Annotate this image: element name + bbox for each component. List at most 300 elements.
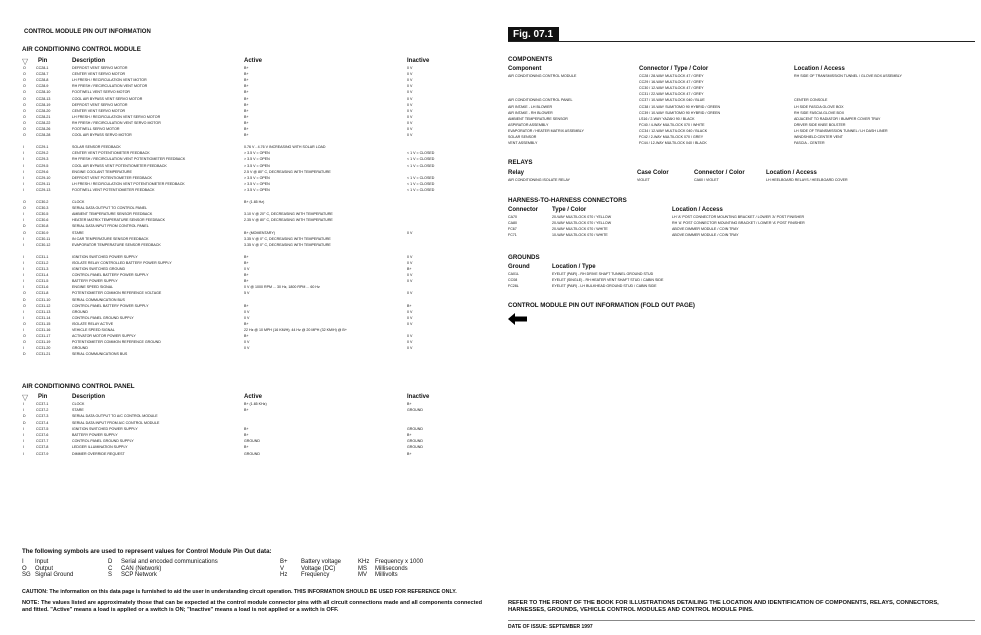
active-value: B+ [244, 84, 249, 89]
pin-description: GROUND [72, 309, 88, 314]
components-header [508, 66, 975, 75]
note-text: NOTE: The values listed are approximately those that can be expected at the control module connector pins with all circuit connections made and all components connected and fitted. "Active" means a load is applied or a switch is ON; "Inactive" means a load is not applied or a switch is OFF. [22, 600, 483, 613]
io-type: O [23, 206, 26, 211]
ground-id: CC08 [508, 278, 518, 283]
pin-description: IN CAR TEMPERATURE SENSOR FEEDBACK [72, 236, 149, 241]
grounds-table [508, 273, 975, 295]
io-type: O [23, 334, 26, 339]
pin-description: HEATER MATRIX TEMPERATURE SENSOR FEEDBACK [72, 218, 165, 223]
location-type: EYELET (PAIR) - RH DRIVE SHAFT TUNNEL GROUND STUD [552, 272, 654, 276]
active-value: B+ [244, 254, 249, 259]
connector-type: 20-WAY MULTILOCK 070 / WHITE [552, 227, 608, 232]
pin-description: DIMMER OVERRIDE REQUEST [72, 451, 125, 456]
grounds-title: GROUNDS [508, 254, 540, 261]
io-type: I [23, 439, 24, 444]
pin-description: LEDGER ILLUMINATION SUPPLY [72, 445, 128, 450]
io-type: I [23, 433, 24, 437]
pin-id: CC28-8 [36, 78, 49, 83]
pin-description: SOLAR SENSOR FEEDBACK [72, 145, 121, 150]
active-value: B+ [244, 408, 249, 413]
relays-header [508, 170, 975, 179]
legend-symbol: S [108, 572, 113, 578]
location-access: DRIVER SIDE KNEE BOLSTER [794, 122, 846, 127]
io-type: O [23, 340, 26, 345]
io-type: I [23, 346, 24, 351]
inactive-value: 0 V [407, 133, 413, 138]
io-type: I [23, 408, 24, 413]
pin-id: CC31-8 [36, 291, 49, 296]
io-type: D [23, 420, 26, 425]
pin-description: COOL AIR BYPASS SERVO MOTOR [72, 133, 132, 138]
io-type: I [23, 187, 24, 192]
pin-description: COOL AIR BYPASS VENT POTENTIOMETER FEEDBACK [72, 163, 167, 168]
pin-description: LH FRESH / RECIRCULATION VENT SERVO MOTOR [72, 114, 161, 119]
inactive-value: B+ [407, 303, 412, 308]
inactive-value: 0 V [407, 315, 413, 320]
component-name: ASPIRATOR ASSEMBLY [508, 122, 549, 127]
active-value: B+ [244, 303, 249, 308]
io-type: O [23, 66, 26, 70]
legend-meaning: CAN (Network) [121, 565, 162, 572]
pin-id: CC31-21 [36, 352, 51, 357]
ground-id: FC28L [508, 284, 519, 289]
pin-description: CONTROL PANEL BATTERY POWER SUPPLY [72, 303, 149, 308]
io-type: I [23, 426, 24, 431]
arrow-left-icon [508, 312, 528, 324]
pin-id: CC29-6 [36, 169, 49, 174]
pin-id: CC30-9 [36, 230, 49, 235]
table-row [22, 341, 492, 347]
table-row [508, 93, 975, 99]
pin-id: CC28-21 [36, 114, 51, 119]
active-value: B+ [244, 133, 249, 138]
pin-id: CC37-1 [36, 402, 49, 406]
active-value: > 3.5 V = OPEN [244, 151, 270, 156]
inactive-value: B+ [407, 433, 412, 437]
table-row [508, 87, 975, 93]
connector-id: CA70 [508, 215, 517, 219]
legend-symbol: SG [22, 572, 31, 578]
inactive-value: < 1 V = CLOSED [407, 187, 435, 192]
table-row [22, 305, 492, 311]
active-value: 3.35 V @ 0° C, DECREASING WITH TEMPERATURE [244, 242, 331, 247]
grounds-col-location: Location / Type [552, 264, 596, 270]
connector-type: CC34 / 12-WAY MULTILOCK 040 / BLACK [639, 128, 708, 133]
relays-col-case: Case Color [637, 170, 669, 176]
acm-section-title: AIR CONDITIONING CONTROL MODULE [22, 46, 141, 53]
legend-meaning: Battery voltage [301, 559, 342, 565]
io-type: I [23, 315, 24, 320]
active-value: B+ [244, 445, 249, 450]
pin-id: CC31-2 [36, 260, 49, 265]
active-value: 5 V [244, 291, 250, 296]
io-type: O [23, 291, 26, 296]
pin-description: EVAPORATOR TEMPERATURE SENSOR FEEDBACK [72, 242, 161, 247]
io-type: I [23, 181, 24, 186]
active-value: 0 V [244, 346, 250, 351]
pin-id: CC31-6 [36, 285, 49, 290]
connector-type: FC42 / 2-WAY MULTILOCK 070 / GREY [639, 135, 704, 139]
date-of-issue: DATE OF ISSUE: SEPTEMBER 1997 [508, 624, 593, 630]
connector-type: CC31 / 22-WAY MULTILOCK 47 / GREY [639, 92, 704, 97]
io-type: I [23, 285, 24, 290]
inactive-value: 0 V [407, 102, 413, 107]
relay-name: AIR CONDITIONING ISOLATE RELAY [508, 178, 570, 182]
pin-id: CC29-2 [36, 151, 49, 156]
inactive-value: < 1 V = CLOSED [407, 163, 435, 168]
inactive-value: B+ [407, 402, 412, 406]
active-value: 0 V [244, 340, 250, 345]
active-value: B+ [244, 433, 249, 437]
active-value: 0 V @ 1000 RPM ... 30 Hz, 1800 RPM ... 60 Hz [244, 285, 320, 290]
pin-id: CC28-10 [36, 90, 51, 95]
pin-id: CC28-19 [36, 102, 51, 107]
io-type: O [23, 102, 26, 107]
active-value: 0.76 V - 4.76 V INCREASING WITH SOLAR LOAD [244, 145, 326, 150]
acm-pin-table [22, 67, 492, 377]
io-type: I [23, 445, 24, 450]
legend-symbol: MV [358, 572, 367, 578]
inactive-value: B+ [407, 267, 412, 271]
legend-symbol: Hz [280, 572, 288, 578]
pin-description: SERIAL COMMUNICATIONS BUS [72, 352, 128, 357]
active-value: B+ [244, 108, 249, 113]
io-type: I [23, 260, 24, 265]
legend-meaning: Voltage (DC) [301, 565, 336, 572]
active-value: > 3.5 V = OPEN [244, 175, 270, 180]
pin-id: CC29-11 [36, 181, 51, 186]
pin-description: ACTIVATOR MOTOR POWER SUPPLY [72, 334, 136, 339]
acp-col-active: Active [244, 394, 263, 400]
pin-id: CC30-12 [36, 242, 51, 247]
pin-id: CC30-5 [36, 212, 49, 217]
pin-id: CC37-3 [36, 414, 49, 419]
io-type: O [23, 200, 26, 204]
legend-symbol: MS [358, 565, 367, 572]
location-access: FASCIA - CENTER [794, 141, 825, 146]
relays-col-location: Location / Access [766, 170, 817, 176]
table-row [508, 99, 975, 105]
acp-pin-table [22, 403, 492, 463]
io-type: D [23, 297, 26, 302]
pin-description: BATTERY POWER SUPPLY [72, 433, 118, 437]
io-type: I [23, 151, 24, 156]
connector-type: CC39 / 10-WAY SUMITOMO 90 HYBRID / GREEN [639, 110, 721, 115]
table-row [508, 112, 975, 118]
pin-id: CC28-13 [36, 96, 51, 101]
pin-id: CC30-2 [36, 200, 49, 204]
pin-id: CC30-11 [36, 236, 51, 241]
location-access: ADJACENT TO RADIATOR / BUMPER COVER TRAY [794, 116, 881, 121]
relays-col-relay: Relay [508, 170, 525, 176]
table-row [22, 244, 492, 250]
inactive-value: 0 V [407, 340, 413, 345]
connector-id: FC67 [508, 227, 517, 232]
components-col-component: Component [508, 66, 542, 72]
io-type: O [23, 127, 26, 131]
legend-symbol: D [108, 559, 113, 565]
component-name: AIR CONDITIONING CONTROL PANEL [508, 98, 573, 103]
table-row [508, 142, 975, 148]
top-rule [508, 41, 975, 42]
pin-description: POTENTIOMETER COMMON REFERENCE VOLTAGE [72, 291, 162, 296]
pin-id: CC31-19 [36, 340, 51, 345]
pin-description: SERIAL DATA INPUT FROM A/C CONTROL MODULE [72, 420, 160, 425]
legend-meaning: Signal Ground [35, 572, 74, 578]
pin-direction-icon: ▽ [22, 57, 29, 66]
component-name: SOLAR SENSOR [508, 135, 537, 139]
active-value: B+ [244, 426, 249, 431]
inactive-value: 0 V [407, 254, 413, 259]
pin-id: CC31-4 [36, 273, 49, 278]
active-value: > 3.5 V = OPEN [244, 157, 270, 162]
connector-type: 20-WAY MULTILOCK 070 / YELLOW [552, 221, 612, 226]
pin-description: LH FRESH / RECIRCULATION VENT POTENTIOMETER FEEDBACK [72, 181, 185, 186]
connector-id: FC71 [508, 233, 517, 238]
location-type: EYELET (SINGLE) - RH HEATER VENT SHAFT STUD / CABIN SIDE [552, 278, 664, 283]
pin-id: CC37-8 [36, 445, 49, 450]
inactive-value: B+ [407, 451, 412, 456]
location-access: CENTER CONSOLE [794, 98, 828, 103]
active-value: B+ [244, 66, 249, 70]
pin-id: CC30-3 [36, 206, 49, 211]
connector-type: CC38 / 10-WAY SUMITOMO 90 HYBRID / GREEN [639, 104, 721, 109]
legend-meaning: Millivolts [375, 572, 398, 578]
active-value: B+ [244, 321, 249, 326]
active-value: B+ [244, 72, 249, 77]
io-type: O [23, 120, 26, 125]
connector-type: LS16 / 2-WAY YAZAKI 90 / BLACK [639, 116, 695, 121]
legend-symbol: I [22, 559, 24, 565]
connector-type: CC29 / 16-WAY MULTILOCK 47 / GREY [639, 80, 704, 85]
io-type: I [23, 273, 24, 278]
location-access: RH SIDE FASCIA GLOVE BOX [794, 110, 845, 115]
io-type: O [23, 230, 26, 235]
inactive-value: < 1 V = CLOSED [407, 181, 435, 186]
pin-description: LH FRESH / RECIRCULATION VENT MOTOR [72, 78, 147, 83]
pin-id: CC28-7 [36, 72, 49, 77]
active-value: GROUND [244, 451, 260, 456]
legend-intro: The following symbols are used to represent values for Control Module Pin Out data: [22, 548, 272, 555]
pin-id: CC29-13 [36, 187, 51, 192]
pin-id: CC29-3 [36, 157, 49, 162]
active-value: B+ [244, 120, 249, 125]
component-name: AIR INTAKE - RH BLOWER [508, 110, 553, 115]
pin-id: CC31-5 [36, 279, 49, 284]
io-type: O [23, 321, 26, 326]
io-type: I [23, 309, 24, 314]
active-value: > 3.5 V = OPEN [244, 187, 270, 192]
active-value: B+ [244, 273, 249, 278]
active-value: B+ [244, 78, 249, 83]
active-value: B+ [244, 102, 249, 107]
connector-type: 20-WAY MULTILOCK 070 / YELLOW [552, 215, 612, 219]
foldout-title: CONTROL MODULE PIN OUT INFORMATION (FOLD OUT PAGE) [508, 302, 695, 309]
inactive-value: 0 V [407, 120, 413, 125]
pin-description: RH FRESH / RECIRCULATION VENT SERVO MOTOR [72, 120, 161, 125]
table-row [22, 134, 492, 140]
location-type: EYELET (PAIR) - LH BULKHEAD GROUND STUD / CABIN SIDE [552, 284, 657, 289]
inactive-value: 0 V [407, 260, 413, 265]
pin-description: CENTER VENT SERVO MOTOR [72, 108, 126, 113]
active-value: B+ [244, 127, 249, 131]
pin-id: CC28-22 [36, 120, 51, 125]
pin-description: CONTROL PANEL GROUND SUPPLY [72, 315, 134, 320]
pin-description: DEFROST VENT SERVO MOTOR [72, 102, 128, 107]
io-type: I [23, 451, 24, 456]
pin-description: DEFROST VENT POTENTIOMETER FEEDBACK [72, 175, 152, 180]
io-type: I [23, 279, 24, 284]
pin-description: GROUND [72, 346, 88, 351]
component-name: EVAPORATOR / HEATER MATRIX ASSEMBLY [508, 128, 584, 133]
pin-description: RH FRESH / RECIRCULATION VENT MOTOR [72, 84, 148, 89]
io-type: I [23, 218, 24, 223]
io-type: I [23, 163, 24, 168]
pin-id: CC28-1 [36, 66, 49, 70]
pin-description: CENTER VENT SERVO MOTOR [72, 72, 126, 77]
io-type: D [23, 224, 26, 229]
active-value: > 3.5 V = OPEN [244, 181, 270, 186]
table-row [22, 353, 492, 359]
active-value: 0 V [244, 315, 250, 320]
pin-id: CC37-9 [36, 451, 49, 456]
io-type: O [23, 108, 26, 113]
active-value: > 3.5 V = OPEN [244, 163, 270, 168]
pin-id: CC29-1 [36, 145, 49, 150]
component-name: AIR CONDITIONING CONTROL MODULE [508, 74, 577, 78]
harness-col-connector: Connector [508, 207, 538, 213]
acp-col-desc: Description [72, 394, 106, 400]
inactive-value: 0 V [407, 291, 413, 296]
pin-id: CC37-4 [36, 420, 49, 425]
connector-type: CC30 / 12-WAY MULTILOCK 47 / GREY [639, 86, 704, 91]
acp-col-inactive: Inactive [407, 394, 430, 400]
legend-symbol: O [22, 565, 27, 572]
connector-type: FC40 / 4-WAY MULTILOCK 070 / WHITE [639, 122, 705, 127]
pin-description: STARE [72, 230, 84, 235]
connector-type: CC28 / 28-WAY MULTILOCK 47 / GREY [639, 74, 704, 78]
pin-id: CC28-20 [36, 108, 51, 113]
location-access: LH SIDE FASCIA GLOVE BOX [794, 104, 844, 109]
acp-col-pin: Pin [38, 394, 48, 400]
io-type: O [23, 72, 26, 77]
legend-symbol: KHz [358, 559, 370, 565]
table-row [508, 75, 975, 81]
pin-description: BATTERY POWER SUPPLY [72, 279, 118, 284]
components-title: COMPONENTS [508, 56, 553, 63]
io-type: O [23, 133, 26, 138]
pin-description: ISOLATE RELAY CONTROLLED BATTERY POWER SUPPLY [72, 260, 172, 265]
location-access: ABOVE DIMMER MODULE / COIN TRAY [672, 233, 739, 238]
io-type: I [23, 328, 24, 332]
inactive-value: 0 V [407, 346, 413, 351]
table-row [508, 136, 975, 142]
pin-description: STARE [72, 408, 84, 413]
io-type: I [23, 145, 24, 150]
inactive-value: GROUND [407, 445, 423, 450]
active-value: B+ (MOMENTARY) [244, 230, 275, 235]
pin-description: DEFROST VENT SERVO MOTOR [72, 66, 128, 70]
component-name: AMBIENT TEMPERATURE SENSOR [508, 116, 568, 121]
io-type: O [23, 84, 26, 89]
pin-description: IGNITION SWITCHED POWER SUPPLY [72, 254, 138, 259]
acm-col-desc: Description [72, 58, 106, 64]
pin-description: AMBIENT TEMPERATURE SENSOR FEEDBACK [72, 212, 153, 217]
pin-description: ENGINE COOLANT TEMPERATURE [72, 169, 132, 174]
location-access: LH 'A' POST CONNECTOR MOUNTING BRACKET / LOWER 'A' POST FINISHER [672, 215, 805, 219]
pin-description: IGNITION SWITCHED GROUND [72, 267, 126, 271]
pin-id: CC31-1 [36, 254, 49, 259]
io-type: O [23, 90, 26, 95]
legend-meaning: Frequency [301, 572, 330, 578]
legend-symbol: V [280, 565, 285, 572]
components-col-location: Location / Access [794, 66, 845, 72]
legend-meaning: Milliseconds [375, 565, 408, 572]
pin-id: CC31-13 [36, 309, 51, 314]
io-type: I [23, 157, 24, 162]
acm-col-inactive: Inactive [407, 58, 430, 64]
io-type: O [23, 303, 26, 308]
pin-description: SERIAL DATA OUTPUT TO CONTROL PANEL [72, 206, 148, 211]
legend-meaning: Input [35, 559, 49, 565]
connector-type: 10-WAY MULTILOCK 070 / WHITE [552, 233, 608, 238]
grounds-col-ground: Ground [508, 264, 530, 270]
pin-id: CC31-20 [36, 346, 51, 351]
harness-title: HARNESS-TO-HARNESS CONNECTORS [508, 197, 627, 204]
inactive-value: 0 V [407, 127, 413, 131]
location-access: WINDSHIELD CENTER VENT [794, 135, 843, 139]
pin-description: COOL AIR BYPASS VENT SERVO MOTOR [72, 96, 143, 101]
table-row [508, 285, 975, 291]
pin-description: IGNITION SWITCHED POWER SUPPLY [72, 426, 138, 431]
components-table [508, 75, 975, 150]
pin-description: SERIAL DATA OUTPUT TO A/C CONTROL MODULE [72, 414, 158, 419]
pin-id: CC28-26 [36, 127, 51, 131]
pin-id: CC31-3 [36, 267, 49, 271]
pin-id: CC31-12 [36, 303, 51, 308]
left-page-title: CONTROL MODULE PIN OUT INFORMATION [24, 29, 151, 35]
inactive-value: GROUND [407, 426, 423, 431]
inactive-value: 0 V [407, 334, 413, 339]
inactive-value: 0 V [407, 114, 413, 119]
legend-meaning: SCP Network [121, 572, 157, 578]
inactive-value: 0 V [407, 230, 413, 235]
pin-description: CLOCK [72, 402, 85, 406]
inactive-value: GROUND [407, 439, 423, 444]
inactive-value: 0 V [407, 108, 413, 113]
pin-description: FOOTWELL VENT POTENTIOMETER FEEDBACK [72, 187, 155, 192]
pin-description: SERIAL DATA INPUT FROM CONTROL PANEL [72, 224, 149, 229]
io-type: I [23, 254, 24, 259]
io-type: I [23, 242, 24, 247]
io-type: I [23, 175, 24, 180]
active-value: B+ (1.65 KHz) [244, 402, 267, 406]
active-value: B+ (1.65 Hz) [244, 200, 265, 204]
connector-color: CA60 / VIOLET [694, 178, 719, 182]
inactive-value: 0 V [407, 78, 413, 83]
acm-col-pin: Pin [38, 58, 48, 64]
inactive-value: 0 V [407, 96, 413, 101]
active-value: 0 V [244, 309, 250, 314]
active-value: B+ [244, 114, 249, 119]
connector-type: FC44 / 12-WAY MULTILOCK 040 / BLACK [639, 141, 707, 146]
pin-id: CC37-6 [36, 433, 49, 437]
relays-col-connector: Connector / Color [694, 170, 745, 176]
pin-id: CC28-9 [36, 84, 49, 89]
inactive-value: 0 V [407, 72, 413, 77]
location-access: LH HEELBOARD RELAYS / HEELBOARD COVER [766, 178, 848, 182]
legend-symbol: B+ [280, 559, 288, 565]
